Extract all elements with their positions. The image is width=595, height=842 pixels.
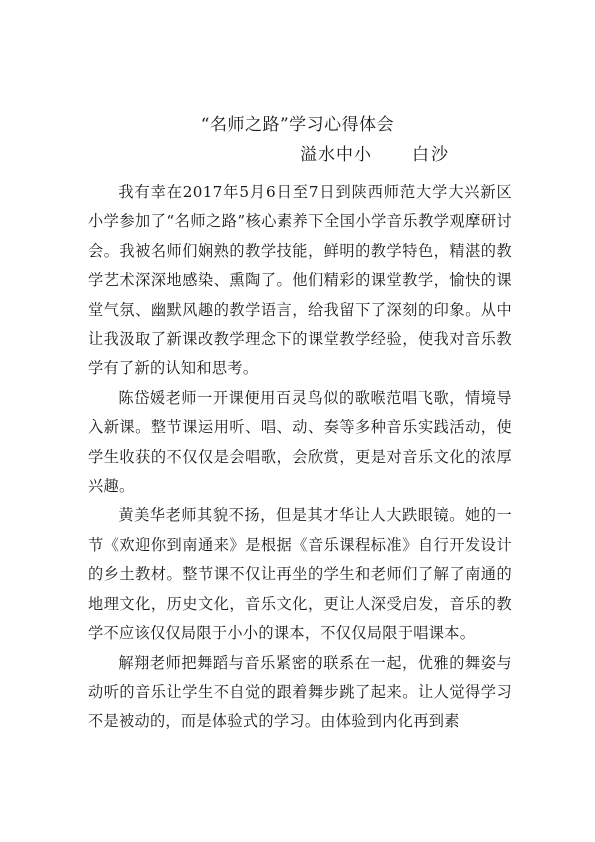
paragraph: 我有幸在2017年5月6日至7日到陕西师范大学大兴新区小学参加了“名师之路”核心素养下全国小学音乐教学观摩研讨会。我被名师们娴熟的教学技能，鲜明的教学特色，精湛的教学艺术深深地感染、熏陶了。他们精彩的课堂教学，愉快的课堂气氛、幽默风趣的教学语言，给我留下了深刻的印象。从中让我汲取了新课改教学理念下的课堂教学经验，使我对音乐教学有了新的认知和思考。 [88,183,512,378]
paragraph: 黄美华老师其貌不扬，但是其才华让人大跌眼镜。她的一节《欢迎你到南通来》是根据《音乐课程标准》自行开发设计的乡土教材。整节课不仅让再坐的学生和老师们了解了南通的地理文化，历史文化，音乐文化，更让人深受启发，音乐的教学不应该仅仅局限于小小的课本，不仅仅局限于唱课本。 [88,506,512,643]
document-title: “名师之路”学习心得体会 [200,115,395,135]
paragraph: 陈岱媛老师一开课便用百灵鸟似的歌喉范唱飞歌，情境导入新课。整节课运用听、唱、动、奏等多种音乐实践活动，使学生收获的不仅仅是会唱歌，会欣赏，更是对音乐文化的浓厚兴趣。 [88,388,512,496]
byline [300,143,450,167]
school-name: 溢水中小 [300,145,372,165]
body-text [88,178,512,737]
author-name: 白沙 [412,145,450,165]
paragraph: 解翔老师把舞蹈与音乐紧密的联系在一起，优雅的舞姿与动听的音乐让学生不自觉的跟着舞步跳了起来。让人觉得学习不是被动的，而是体验式的学习。由体验到内化再到素 [88,653,512,731]
